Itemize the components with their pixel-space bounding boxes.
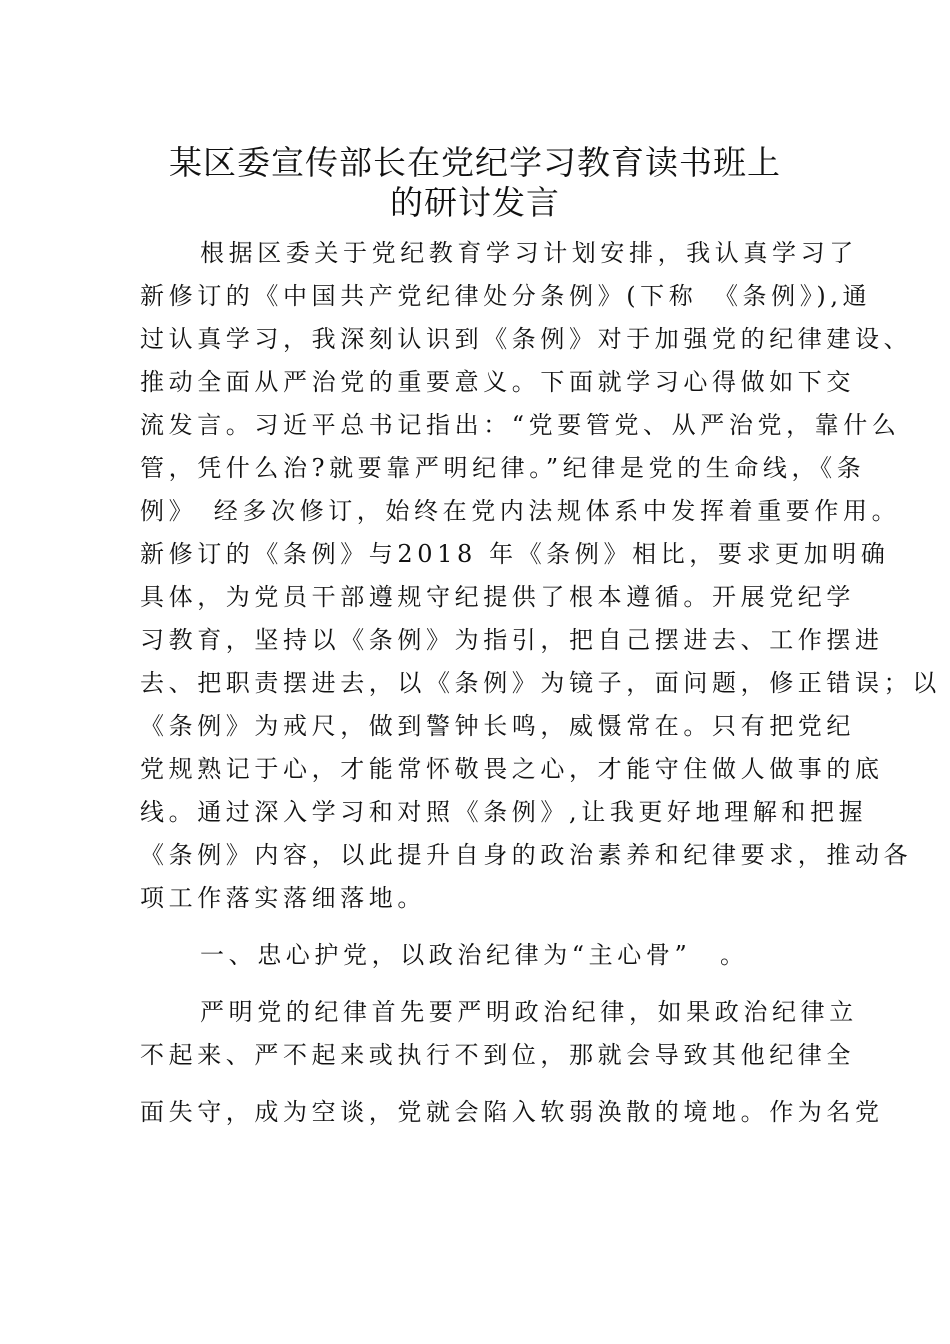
text-line: 推动全面从严治党的重要意义。下面就学习心得做如下交 [140, 368, 855, 396]
text-line: 严明党的纪律首先要严明政治纪律，如果政治纪律立 [200, 998, 858, 1026]
section-heading-1 [140, 934, 815, 977]
text-line: 面失守，成为空谈，党就会陷入软弱涣散的境地。作为名党 [140, 1098, 884, 1126]
text-line: 党规熟记于心，才能常怀敬畏之心，才能守住做人做事的底 [140, 755, 884, 783]
title-line-1: 某区委宣传部长在党纪学习教育读书班上 [169, 143, 781, 182]
text-line: 过认真学习，我深刻认识到《条例》对于加强党的纪律建设、 [140, 325, 913, 353]
text-line: 去、把职责摆进去，以《条例》为镜子，面问题，修正错误；以 [140, 669, 941, 697]
paragraph-3 [140, 991, 884, 1134]
document-body [140, 232, 941, 1134]
text-line: 习教育，坚持以《条例》为指引，把自己摆进去、工作摆进 [140, 626, 884, 654]
text-line: 新修订的《中国共产党纪律处分条例》(下称 《条例》),通 [140, 282, 872, 310]
paragraph-1 [140, 232, 941, 920]
text-line: 流发言。习近平总书记指出：“党要管党、从严治党，靠什么 [140, 411, 901, 439]
text-line: 新修订的《条例》与2018 年《条例》相比，要求更加明确 [140, 540, 890, 568]
text-line: 线。通过深入学习和对照《条例》,让我更好地理解和把握 [140, 798, 868, 826]
text-line: 《条例》为戒尺，做到警钟长鸣，威慑常在。只有把党纪 [140, 712, 855, 740]
title-line-2: 的研讨发言 [390, 183, 560, 222]
section-heading-text: 一、忠心护党，以政治纪律为“主心骨” 。 [200, 941, 749, 969]
document-title [140, 143, 810, 223]
text-line: 例》 经多次修订，始终在党内法规体系中发挥着重要作用。 [140, 497, 901, 525]
text-line: 根据区委关于党纪教育学习计划安排，我认真学习了 [200, 239, 858, 267]
text-line: 具体，为党员干部遵规守纪提供了根本遵循。开展党纪学 [140, 583, 855, 611]
text-line: 《条例》内容，以此提升自身的政治素养和纪律要求，推动各 [140, 841, 913, 869]
text-line: 不起来、严不起来或执行不到位，那就会导致其他纪律全 [140, 1041, 855, 1069]
text-line: 项工作落实落细落地。 [140, 884, 426, 912]
text-line: 管，凭什么治?就要靠严明纪律。”纪律是党的生命线，《条 [140, 454, 866, 482]
